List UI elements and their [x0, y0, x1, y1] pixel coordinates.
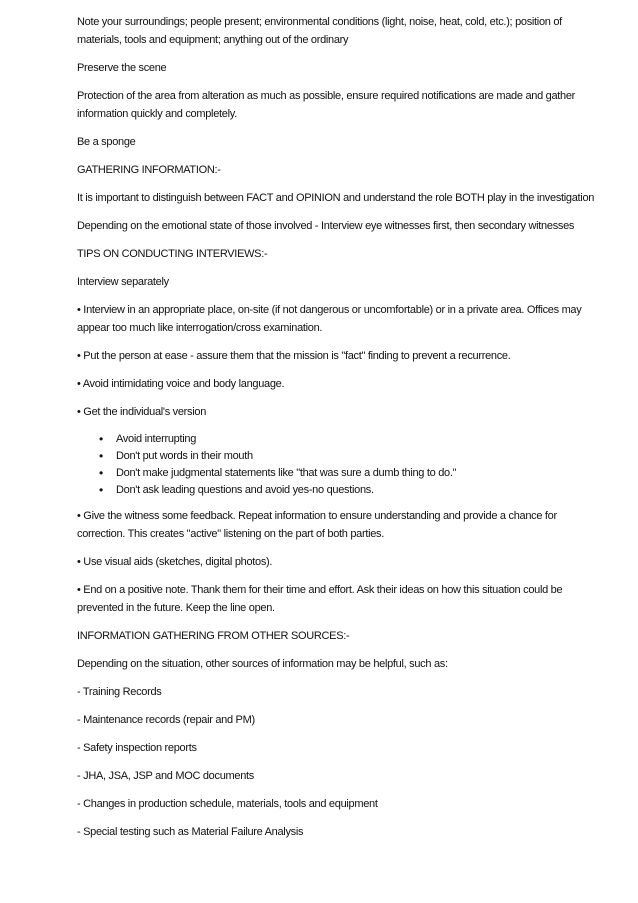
source-safety-inspection: - Safety inspection reports [77, 742, 197, 754]
sub-bullet-list [77, 431, 598, 499]
paragraph-interview-separately: Interview separately [77, 276, 169, 288]
paragraph-avoid-intimidating: • Avoid intimidating voice and body language. [77, 378, 285, 390]
paragraph-protection-of-area: Protection of the area from alteration as much as possible, ensure required notifications are made and gather information quickly and completely. [77, 90, 576, 120]
source-production-changes: - Changes in production schedule, materials, tools and equipment [77, 798, 378, 810]
paragraph-positive-note: • End on a positive note. Thank them for their time and effort. Ask their ideas on how this situation could be prevented in the future. Keep the line open. [77, 584, 563, 614]
paragraph-feedback: • Give the witness some feedback. Repeat information to ensure understanding and provide a chance for correction. This creates "active" listening on the part of both parties. [77, 510, 557, 540]
list-item: • Don't make judgmental statements like "that was sure a dumb thing to do." [99, 465, 598, 482]
paragraph-depending-situation: Depending on the situation, other sources of information may be helpful, such as: [77, 658, 448, 670]
paragraph-individual-version: • Get the individual's version [77, 406, 207, 418]
heading-tips-interviews: TIPS ON CONDUCTING INTERVIEWS:- [77, 248, 268, 260]
paragraph-be-a-sponge: Be a sponge [77, 136, 136, 148]
paragraph-fact-opinion: It is important to distinguish between FACT and OPINION and understand the role BOTH play in the investigation [77, 192, 595, 204]
paragraph-appropriate-place: • Interview in an appropriate place, on-site (if not dangerous or uncomfortable) or in a private area. Offices may appear too much like interrogation/cross examination. [77, 304, 582, 334]
list-item: • Don't put words in their mouth [99, 448, 598, 465]
paragraph-put-at-ease: • Put the person at ease - assure them that the mission is "fact" finding to prevent a recurrence. [77, 350, 511, 362]
paragraph-emotional-state: Depending on the emotional state of those involved - Interview eye witnesses first, then secondary witnesses [77, 220, 575, 232]
paragraph-observe-surroundings: Note your surroundings; people present; environmental conditions (light, noise, heat, cold, etc.); position of materials, tools and equipment; anything out of the ordinary [77, 16, 562, 46]
source-training-records: - Training Records [77, 686, 162, 698]
heading-other-sources: INFORMATION GATHERING FROM OTHER SOURCES:- [77, 630, 350, 642]
source-special-testing: - Special testing such as Material Failure Analysis [77, 826, 304, 838]
paragraph-preserve-scene: Preserve the scene [77, 62, 167, 74]
source-maintenance-records: - Maintenance records (repair and PM) [77, 714, 255, 726]
paragraph-visual-aids: • Use visual aids (sketches, digital photos). [77, 556, 273, 568]
list-item: • Avoid interrupting [99, 431, 598, 448]
list-item: • Don't ask leading questions and avoid yes-no questions. [99, 482, 598, 499]
source-jha-jsa-documents: - JHA, JSA, JSP and MOC documents [77, 770, 254, 782]
heading-gathering-information: GATHERING INFORMATION:- [77, 164, 221, 176]
